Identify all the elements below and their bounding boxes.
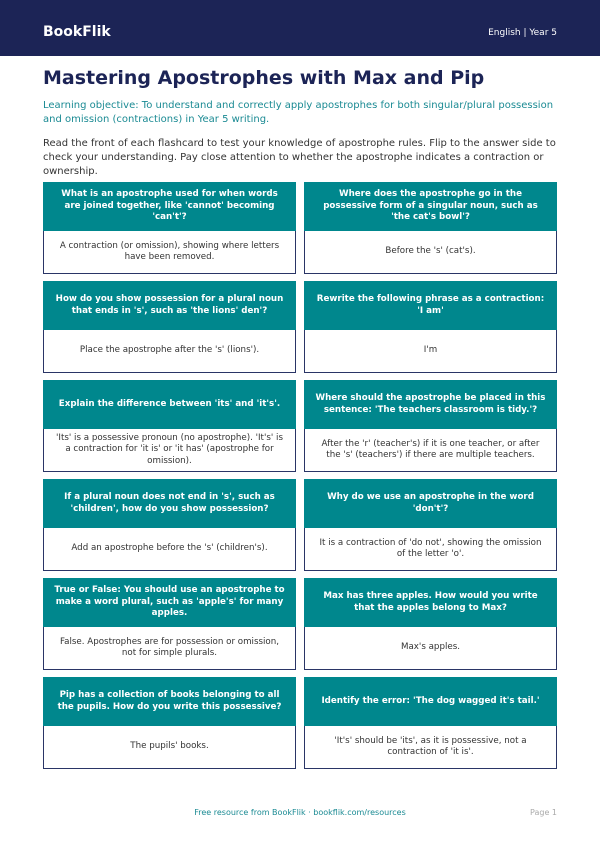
flashcard[interactable] (304, 380, 557, 472)
flashcard[interactable] (304, 281, 557, 373)
flashcard-answer: I'm (304, 330, 557, 373)
flashcard-answer: Max's apples. (304, 627, 557, 670)
flashcard-answer: It is a contraction of 'do not', showing the omission of the letter 'o'. (304, 528, 557, 571)
top-bar (0, 0, 600, 56)
flashcard-question: Rewrite the following phrase as a contraction: 'I am' (304, 281, 557, 330)
instructions: Read the front of each flashcard to test your knowledge of apostrophe rules. Flip to the answer side to check your understanding. Pay close attention to whether the apostrophe indicates a contraction or ownership. (43, 138, 556, 177)
flashcard-question: True or False: You should use an apostrophe to make a word plural, such as 'apple's' for many apples. (43, 578, 296, 627)
flashcard[interactable] (43, 479, 296, 571)
flashcard-answer: Place the apostrophe after the 's' (lions'). (43, 330, 296, 373)
subject-year-label: English | Year 5 (488, 28, 557, 38)
flashcard-answer: 'It's' should be 'its', as it is possessive, not a contraction of 'it is'. (304, 726, 557, 769)
flashcard-answer: A contraction (or omission), showing where letters have been removed. (43, 231, 296, 274)
flashcard[interactable] (43, 578, 296, 670)
flashcard-question: How do you show possession for a plural noun that ends in 's', such as 'the lions' den'? (43, 281, 296, 330)
flashcard-grid (43, 182, 557, 766)
flashcard[interactable] (43, 677, 296, 769)
page-number: Page 1 (530, 808, 557, 817)
flashcard[interactable] (304, 578, 557, 670)
flashcard-answer: Before the 's' (cat's). (304, 231, 557, 274)
flashcard[interactable] (304, 479, 557, 571)
flashcard[interactable] (304, 677, 557, 769)
flashcard-question: Pip has a collection of books belonging to all the pupils. How do you write this possessive? (43, 677, 296, 726)
flashcard-answer: The pupils' books. (43, 726, 296, 769)
flashcard[interactable] (43, 281, 296, 373)
flashcard-question: Where does the apostrophe go in the possessive form of a singular noun, such as 'the cat's bowl'? (304, 182, 557, 231)
flashcard-question: Explain the difference between 'its' and 'it's'. (43, 380, 296, 429)
flashcard-question: Max has three apples. How would you write that the apples belong to Max? (304, 578, 557, 627)
flashcard-answer: False. Apostrophes are for possession or omission, not for simple plurals. (43, 627, 296, 670)
flashcard-question: Identify the error: 'The dog wagged it's tail.' (304, 677, 557, 726)
learning-objective: Learning objective: To understand and correctly apply apostrophes for both singular/plural possession and omission (contractions) in Year 5 writing. (43, 100, 554, 125)
flashcard-answer: After the 'r' (teacher's) if it is one teacher, or after the 's' (teachers') if there are multiple teachers. (304, 429, 557, 472)
flashcard-answer: Add an apostrophe before the 's' (children's). (43, 528, 296, 571)
flashcard-question: Where should the apostrophe be placed in this sentence: 'The teachers classroom is tidy.'? (304, 380, 557, 429)
footer-link[interactable]: Free resource from BookFlik · bookflik.com/resources (194, 808, 406, 817)
page-title: Mastering Apostrophes with Max and Pip (43, 67, 485, 89)
flashcard[interactable] (43, 380, 296, 472)
flashcard-question: What is an apostrophe used for when words are joined together, like 'cannot' becoming 'can't'? (43, 182, 296, 231)
brand-logo[interactable]: BookFlik (43, 24, 111, 40)
flashcard-question: If a plural noun does not end in 's', such as 'children', how do you show possession? (43, 479, 296, 528)
flashcard-question: Why do we use an apostrophe in the word 'don't'? (304, 479, 557, 528)
flashcard[interactable] (43, 182, 296, 274)
flashcard[interactable] (304, 182, 557, 274)
flashcard-answer: 'Its' is a possessive pronoun (no apostrophe). 'It's' is a contraction for 'it is' or 'it has' (apostrophe for omission). (43, 429, 296, 472)
